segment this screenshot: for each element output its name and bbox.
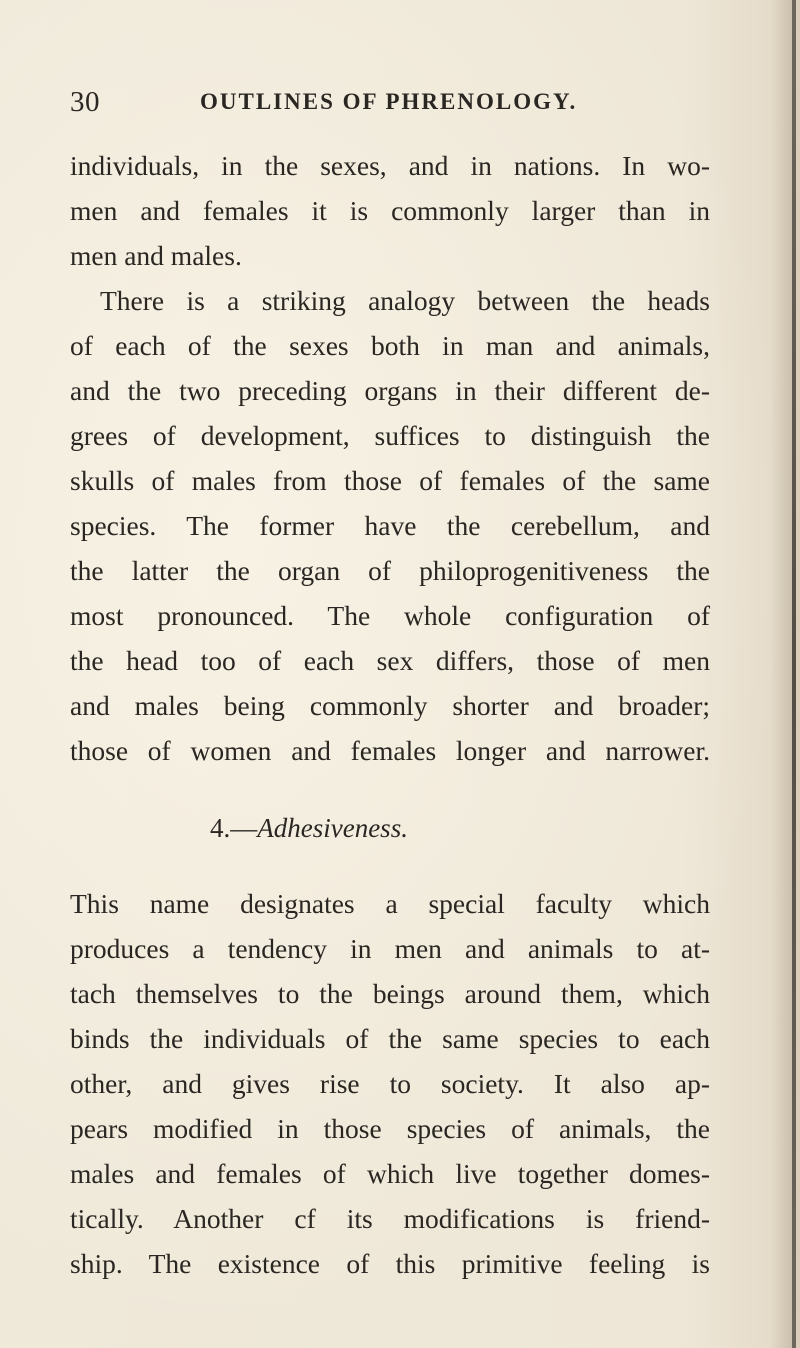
text-line: and the two preceding organs in their different de- [70,375,710,406]
paragraph-3 [70,881,710,1286]
section-number: 4.— [210,813,258,843]
running-head: OUTLINES OF PHRENOLOGY. [200,89,578,114]
text-line: individuals, in the sexes, and in nations. In wo- [70,150,710,181]
text-line: pears modified in those species of animals, the [70,1113,710,1144]
text-line: tach themselves to the beings around them, which [70,978,710,1009]
text-line: most pronounced. The whole configuration of [70,600,710,631]
text-line: other, and gives rise to society. It also ap- [70,1068,710,1099]
text-line: men and males. [70,240,242,271]
section-heading [70,806,710,851]
page-header [70,86,710,122]
text-line: those of women and females longer and narrower. [70,735,710,766]
text-line: skulls of males from those of females of the same [70,465,710,496]
text-line: men and females it is commonly larger than in [70,195,710,226]
section-title: Adhesiveness. [257,813,408,843]
paragraph-2 [70,278,710,773]
text-line: binds the individuals of the same species to each [70,1023,710,1054]
text-line: and males being commonly shorter and broader; [70,690,710,721]
paragraph-1 [70,143,710,278]
text-line: tically. Another cf its modifications is friend- [70,1203,710,1234]
body-text [70,143,710,1286]
page-gutter-shadow [770,0,792,1348]
text-line: ship. The existence of this primitive feeling is [70,1248,710,1279]
text-line: the latter the organ of philoprogenitiveness the [70,555,710,586]
page-number: 30 [70,86,100,118]
text-line: of each of the sexes both in man and animals, [70,330,710,361]
page-gutter-edge [792,0,796,1348]
text-line: males and females of which live together domes- [70,1158,710,1189]
text-line: species. The former have the cerebellum, and [70,510,710,541]
text-line: There is a striking analogy between the heads [100,285,710,316]
text-line: the head too of each sex differs, those of men [70,645,710,676]
text-line: produces a tendency in men and animals to at- [70,933,710,964]
text-line: grees of development, suffices to distinguish the [70,420,710,451]
text-line: This name designates a special faculty which [70,888,710,919]
